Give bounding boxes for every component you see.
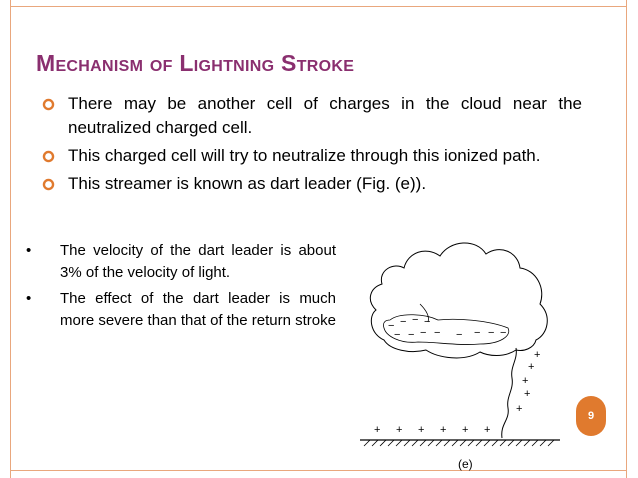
cloud-charge: − — [400, 316, 407, 328]
bullet-text: There may be another cell of charges in the cloud near the neutralized charged cell. — [68, 94, 582, 137]
cloud-charge: − — [412, 314, 419, 326]
slide-title: Mechanism of Lightning Stroke — [36, 50, 355, 76]
ground-charge: + — [396, 424, 403, 436]
ground-charge: + — [374, 424, 381, 436]
cloud-charge: − — [434, 327, 441, 339]
cloud-charge: − — [408, 329, 415, 341]
page-number: 9 — [587, 410, 595, 422]
cloud-charge: − — [420, 327, 427, 339]
sub-bullet-list — [24, 240, 336, 336]
bullet-list — [42, 92, 582, 200]
stroke-charge: + — [534, 349, 541, 361]
slide-border-left — [10, 0, 11, 478]
bullet-item — [42, 92, 582, 140]
cloud-charge: − — [388, 320, 395, 332]
cloud-charge: − — [456, 329, 463, 341]
cloud-lightning-diagram — [360, 232, 560, 472]
dot-bullet-icon: • — [26, 290, 32, 307]
bullet-text: This charged cell will try to neutralize through this ionized path. — [68, 146, 541, 165]
dart-leader-figure — [360, 232, 560, 472]
dart-leader-path — [502, 348, 517, 438]
hollow-circle-bullet-icon — [42, 150, 55, 163]
stroke-charge: + — [528, 361, 535, 373]
ground-charge: + — [440, 424, 447, 436]
stroke-charge: + — [516, 403, 523, 415]
cloud-charge: − — [424, 316, 431, 328]
sub-bullet-text: The effect of the dart leader is much more severe than that of the return stroke — [60, 290, 336, 329]
sub-bullet-item — [24, 288, 336, 332]
hollow-circle-bullet-icon — [42, 98, 55, 111]
ground-charge: + — [462, 424, 469, 436]
cloud-charge: − — [488, 327, 495, 339]
slide-border-right — [626, 0, 627, 478]
stroke-charge: + — [522, 375, 529, 387]
ground-charge: + — [484, 424, 491, 436]
bullet-item — [42, 172, 582, 196]
hollow-circle-bullet-icon — [42, 178, 55, 191]
page-number-badge — [576, 396, 606, 436]
slide-border-top — [10, 6, 627, 7]
dot-bullet-icon: • — [26, 242, 32, 259]
bullet-text: This streamer is known as dart leader (Fig. (e)). — [68, 174, 427, 193]
ground-charge: + — [418, 424, 425, 436]
cloud-charge: − — [474, 327, 481, 339]
bullet-item — [42, 144, 582, 168]
sub-bullet-text: The velocity of the dart leader is about 3% of the velocity of light. — [60, 242, 336, 281]
cloud-charge: − — [500, 327, 507, 339]
figure-caption: (e) — [458, 457, 473, 471]
sub-bullet-item — [24, 240, 336, 284]
stroke-charge: + — [524, 388, 531, 400]
cloud-charge: − — [394, 329, 401, 341]
ground-hatching — [364, 440, 554, 446]
